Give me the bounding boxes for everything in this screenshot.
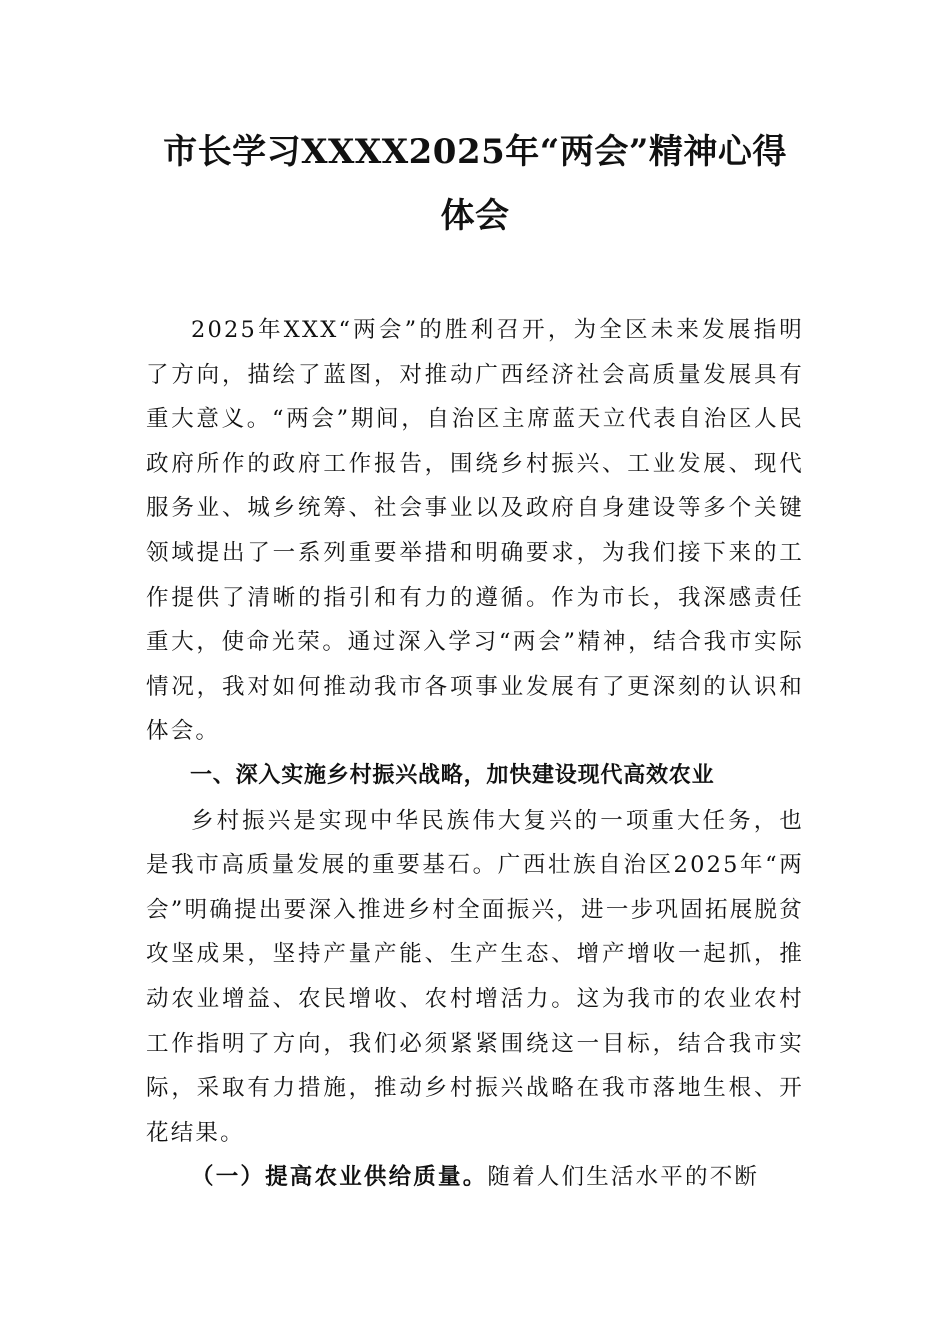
- document-page: [146, 120, 804, 1200]
- title-spacer: [146, 248, 804, 308]
- title-line-2: 体会: [440, 196, 510, 236]
- subsection-1-text: 随着人们生活水平的不断: [487, 1164, 760, 1191]
- subsection-1-paragraph: [146, 1155, 804, 1200]
- title-line-1: 市长学习XXXX2025年“两会”精神心得: [163, 132, 787, 172]
- section-1-heading: 一、深入实施乡村振兴战略，加快建设现代高效农业: [190, 762, 715, 788]
- intro-paragraph: 2025年XXX“两会”的胜利召开，为全区未来发展指明了方向，描绘了蓝图，对推动广西经济社会高质量发展具有重大意义。“两会”期间，自治区主席蓝天立代表自治区人民政府所作的政府工作报告，围绕乡村振兴、工业发展、现代服务业、城乡统筹、社会事业以及政府自身建设等多个关键领域提出了一系列重要举措和明确要求，为我们接下来的工作提供了清晰的指引和有力的遵循。作为市长，我深感责任重大，使命光荣。通过深入学习“两会”精神，结合我市实际情况，我对如何推动我市各项事业发展有了更深刻的认识和体会。: [146, 317, 804, 745]
- section-1-paragraph: 乡村振兴是实现中华民族伟大复兴的一项重大任务，也是我市高质量发展的重要基石。广西壮族自治区2025年“两会”明确提出要深入推进乡村全面振兴，进一步巩固拓展脱贫攻坚成果，坚持产量产能、生产生态、增产增收一起抓，推动农业增益、农民增收、农村增活力。这为我市的农业农村工作指明了方向，我们必须紧紧围绕这一目标，结合我市实际，采取有力措施，推动乡村振兴战略在我市落地生根、开花结果。: [146, 807, 804, 1146]
- subsection-1-heading: （一）提高农业供给质量。: [191, 1164, 488, 1191]
- document-title: [146, 120, 804, 248]
